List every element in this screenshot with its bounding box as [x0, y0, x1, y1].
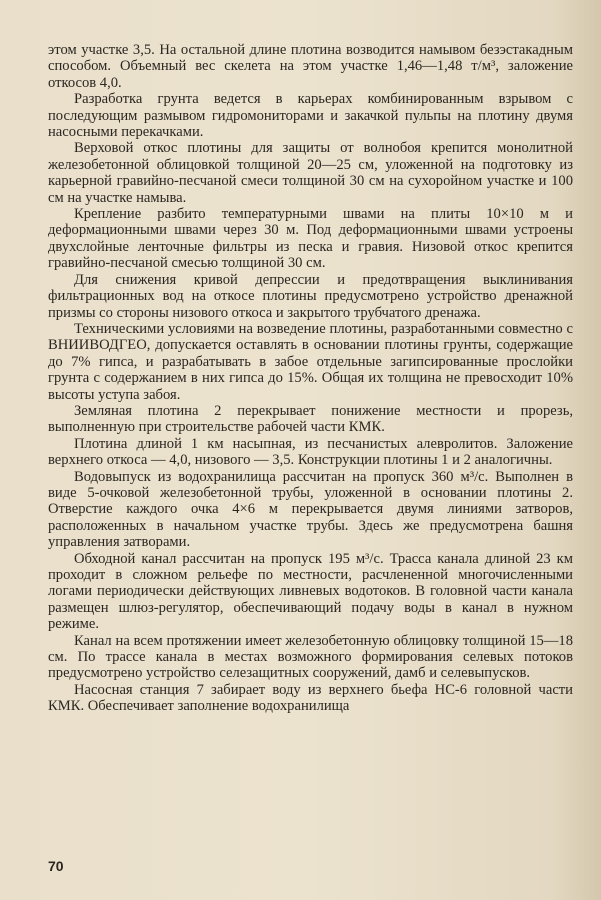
paragraph: Обходной канал рассчитан на пропуск 195 м³/с. Трасса канала длиной 23 км проходит в сложном рельефе по местности, расчлененной многочисленными логами периодически действующих ливневых водотоков. В головной части канала размещен шлюз-регулятор, обеспечивающий подачу воды в канал в нужном режиме.	[48, 550, 573, 633]
paragraph: этом участке 3,5. На остальной длине плотина возводится намывом безэстакадным способом. Объемный вес скелета на этом участке 1,46—1,48 т/м³, заложение откосов 4,0.	[48, 42, 573, 91]
paragraph: Канал на всем протяжении имеет железобетонную облицовку толщиной 15—18 см. По трассе канала в местах возможного формирования селевых потоков предусмотрено устройство селезащитных сооружений, дамб и селевыпусков.	[48, 632, 573, 682]
paragraph: Для снижения кривой депрессии и предотвращения выклинивания фильтрационных вод на откосе плотины предусмотрено устройство дренажной призмы со стороны низового откоса и закрытого трубчатого дренажа.	[48, 271, 573, 321]
paragraph: Плотина длиной 1 км насыпная, из песчанистых алевролитов. Заложение верхнего откоса — 4,0, низового — 3,5. Конструкции плотины 1 и 2 аналогичны.	[48, 435, 573, 469]
paragraph: Крепление разбито температурными швами на плиты 10×10 м и деформационными швами через 30 м. Под деформационными швами устроены двухслойные ленточные фильтры из песка и гравия. Низовой откос крепится гравийно-песчаной смесью толщиной 30 см.	[48, 206, 573, 272]
paragraph: Техническими условиями на возведение плотины, разработанными совместно с ВНИИВОДГЕО, допускается оставлять в основании плотины грунты, содержащие до 7% гипса, и разрабатывать в забое отдельные загипсированные прослойки грунта с содержанием в них гипса до 15%. Общая их толщина не превосходит 10% высоты уступа забоя.	[48, 320, 573, 403]
paragraph: Водовыпуск из водохранилища рассчитан на пропуск 360 м³/с. Выполнен в виде 5-очковой железобетонной трубы, уложенной в основании плотины 2. Отверстие каждого очка 4×6 м перекрывается двумя линиями затворов, расположенных в начальном участке трубы. Здесь же предусмотрена башня управления затворами.	[48, 468, 573, 551]
paragraph: Насосная станция 7 забирает воду из верхнего бьефа НС-6 головной части КМК. Обеспечивает заполнение водохранилища	[48, 681, 573, 715]
paragraph: Верховой откос плотины для защиты от волнобоя крепится монолитной железобетонной облицовкой толщиной 20—25 см, уложенной на подготовку из карьерной гравийно-песчаной смеси толщиной 30 см на сухоройном участке и 100 см на участке намыва.	[48, 140, 573, 206]
paragraph: Земляная плотина 2 перекрывает понижение местности и прорезь, выполненную при строительстве рабочей части КМК.	[48, 402, 573, 436]
page-number: 70	[48, 858, 64, 874]
paragraph: Разработка грунта ведется в карьерах комбинированным взрывом с последующим размывом гидромониторами и закачкой пульпы на плотину двумя насосными перекачками.	[48, 91, 573, 141]
body-text	[48, 42, 573, 715]
